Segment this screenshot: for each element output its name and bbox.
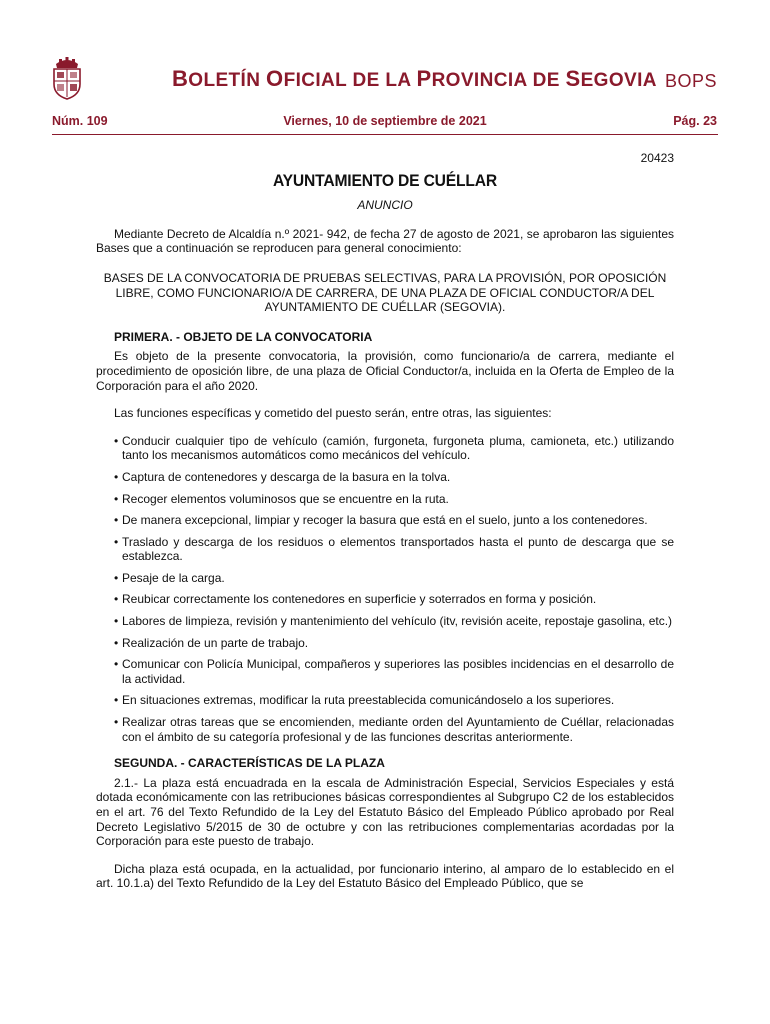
title-part: S [565, 66, 581, 91]
list-item-text: Labores de limpieza, revisión y mantenimiento del vehículo (itv, revisión aceite, repostaje gasolina, etc.) [122, 614, 673, 629]
coat-of-arms-icon [50, 54, 84, 100]
bulletin-acronym: BOPS [664, 71, 717, 91]
section-1-paragraph-2: Las funciones específicas y cometido del puesto serán, entre otras, las siguientes: [114, 406, 552, 421]
header-rule [52, 134, 718, 135]
document-body [96, 151, 674, 891]
bullet-icon: • [114, 693, 119, 708]
title-part: FICIAL DE LA [283, 70, 417, 91]
list-item [96, 592, 674, 607]
bulletin-title [172, 66, 657, 92]
list-item-text: En situaciones extremas, modificar la ruta preestablecida comunicándoselo a los superiores. [122, 693, 615, 708]
organization-title: AYUNTAMIENTO DE CUÉLLAR [272, 170, 498, 190]
bullet-icon: • [114, 570, 119, 585]
list-item [96, 614, 674, 629]
list-item-text: Realizar otras tareas que se encomienden, mediante orden del Ayuntamiento de Cuéllar, relacionadas con el ámbito de su categoría profesional y de las funciones descritas anteriormente. [122, 715, 674, 744]
bullet-icon: • [114, 469, 119, 484]
issue-number: Núm. 109 [52, 114, 108, 128]
reference-number: 20423 [640, 151, 674, 165]
title-part: P [416, 66, 432, 91]
title-part: OLETÍN [188, 70, 267, 91]
list-item [96, 693, 674, 708]
list-item [96, 636, 674, 651]
functions-list [96, 434, 674, 745]
section-1-title: PRIMERA. - OBJETO DE LA CONVOCATORIA [114, 329, 373, 344]
list-item-text: Traslado y descarga de los residuos o elementos transportados hasta el punto de descarga que se establezca. [122, 534, 674, 564]
list-item-text: Reubicar correctamente los contenedores en superficie y soterrados en forma y posición. [122, 592, 597, 607]
issue-date: Viernes, 10 de septiembre de 2021 [283, 114, 487, 128]
document-type: ANUNCIO [357, 198, 413, 213]
title-part: B [172, 66, 189, 91]
bullet-icon: • [114, 433, 119, 448]
section-2-paragraph-2: Dicha plaza está ocupada, en la actualidad, por funcionario interino, al amparo de lo establecido en el art. 10.1.a) del Texto Refundido de la Ley del Estatuto Básico del Empleado Público, que se [96, 861, 674, 891]
list-item [96, 657, 674, 686]
title-part: EGOVIA [580, 70, 657, 91]
list-item-text: Pesaje de la carga. [122, 570, 225, 585]
bullet-icon: • [114, 534, 119, 549]
bullet-icon: • [114, 657, 119, 672]
title-part: ROVINCIA DE [431, 70, 566, 91]
bullet-icon: • [114, 491, 119, 506]
list-item [96, 513, 674, 528]
section-1-paragraph-1: Es objeto de la presente convocatoria, la provisión, como funcionario/a de carrera, mediante el procedimiento de oposición libre, de una plaza de Oficial Conductor/a, incluida en la Oferta de Empleo de la Corporación para el año 2020. [96, 349, 674, 393]
list-item [96, 492, 674, 507]
bullet-icon: • [114, 715, 119, 730]
list-item-text: Comunicar con Policía Municipal, compañeros y superiores las posibles incidencias en el desarrollo de la actividad. [122, 657, 674, 686]
list-item [96, 571, 674, 586]
section-2-title: SEGUNDA. - CARACTERÍSTICAS DE LA PLAZA [114, 756, 385, 771]
list-item-text: Recoger elementos voluminosos que se encuentre en la ruta. [122, 491, 449, 506]
list-item-text: De manera excepcional, limpiar y recoger la basura que está en el suelo, junto a los contenedores. [122, 513, 648, 528]
list-item [96, 535, 674, 564]
list-item [96, 715, 674, 744]
bullet-icon: • [114, 614, 119, 629]
list-item-text: Conducir cualquier tipo de vehículo (camión, furgoneta, furgoneta pluma, camioneta, etc.) utilizando tanto los mecanismos automáticos como mecánicos del vehículo. [122, 433, 674, 463]
list-item [96, 434, 674, 463]
list-item [96, 470, 674, 485]
list-item-text: Realización de un parte de trabajo. [122, 635, 309, 650]
bases-title: BASES DE LA CONVOCATORIA DE PRUEBAS SELECTIVAS, PARA LA PROVISIÓN, POR OPOSICIÓN LIBRE, COMO FUNCIONARIO/A DE CARRERA, DE UNA PLAZA DE OFICIAL CONDUCTOR/A DEL AYUNTAMIENTO DE CUÉLLAR (SEGOVIA). [103, 270, 667, 315]
intro-paragraph: Mediante Decreto de Alcaldía n.º 2021- 942, de fecha 27 de agosto de 2021, se aprobaron las siguientes Bases que a continuación se reproducen para general conocimiento: [96, 226, 674, 256]
section-2-paragraph-1: 2.1.- La plaza está encuadrada en la escala de Administración Especial, Servicios Especiales y está dotada económicamente con las retribuciones básicas correspondientes al Subgrupo C2 de los establecidos en el art. 76 del Texto Refundido de la Ley del Estatuto Básico del Empleado Público aprobado por Real Decreto Legislativo 5/2015 de 30 de octubre y con las retribuciones complementarias acordadas por la Corporación para este puesto de trabajo. [96, 775, 674, 849]
page-number: Pág. 23 [673, 114, 717, 128]
title-part: O [266, 66, 284, 91]
list-item-text: Captura de contenedores y descarga de la basura en la tolva. [122, 469, 451, 484]
bullet-icon: • [114, 592, 119, 607]
bullet-icon: • [114, 635, 119, 650]
bullet-icon: • [114, 513, 119, 528]
